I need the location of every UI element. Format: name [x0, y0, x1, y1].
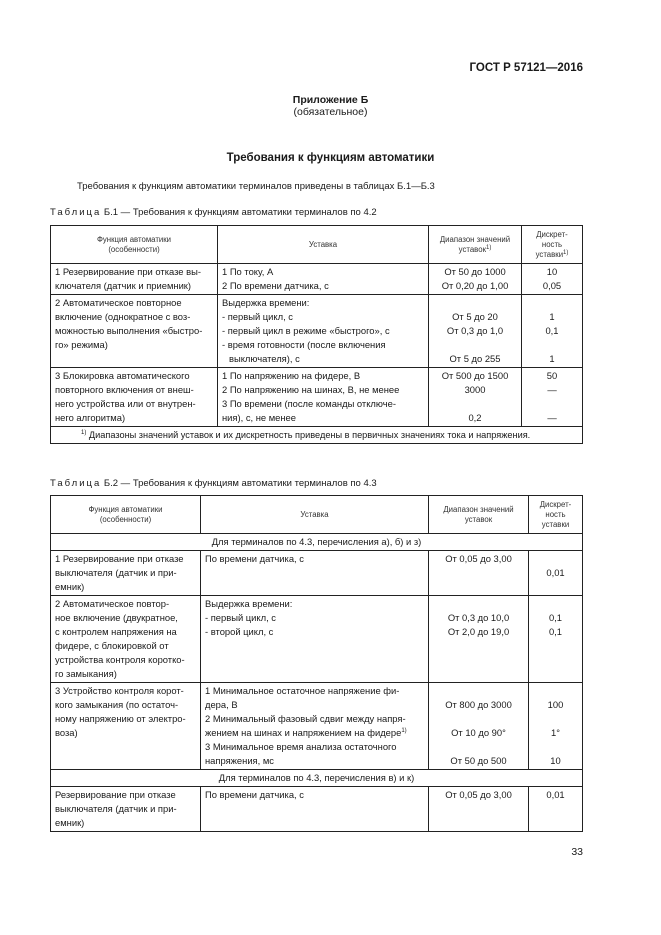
table1-r3-step: 50 — —	[522, 368, 583, 427]
table2-caption-text: Б.2 — Требования к функциям автоматики терминалов по 4.3	[103, 478, 377, 489]
table2-r2-step: 0,1 0,1	[529, 596, 583, 683]
table-row	[51, 787, 583, 832]
table1-header-row	[51, 226, 583, 264]
table1-caption-label: Таблица	[50, 207, 102, 218]
table2-r1-setting: По времени датчика, с	[201, 551, 429, 596]
table2-header-function: Функция автоматики (особенности)	[51, 496, 201, 534]
table2-r3-step: 100 1° 10	[529, 683, 583, 770]
table2-group-row	[51, 534, 583, 551]
table1-r2-setting: Выдержка времени: - первый цикл, с - первый цикл в режиме «быстрого», с - время готовности (после включения выключателя), с	[218, 295, 429, 368]
table-row	[51, 551, 583, 596]
table1-r1-step: 10 0,05	[522, 264, 583, 295]
table1-header-function: Функция автоматики (особенности)	[51, 226, 218, 264]
table2-r4-function: Резервирование при отказе выключателя (датчик и при- емник)	[51, 787, 201, 832]
table2-group-row	[51, 770, 583, 787]
table2-r1-step: 0,01	[529, 551, 583, 596]
table1-r2-step: 1 0,1 1	[522, 295, 583, 368]
table1-footnote-row	[51, 427, 583, 444]
table2-group2-label: Для терминалов по 4.3, перечисления в) и к)	[51, 770, 583, 787]
table2-r2-setting: Выдержка времени: - первый цикл, с - второй цикл, с	[201, 596, 429, 683]
table2-caption-label: Таблица	[50, 478, 102, 489]
table2-r4-range: От 0,05 до 3,00	[429, 787, 529, 832]
table2-r3-function: 3 Устройство контроля корот- кого замыкания (по остаточ- ному напряжению от электро- воза)	[51, 683, 201, 770]
table2-group1-label: Для терминалов по 4.3, перечисления а), б) и з)	[51, 534, 583, 551]
table1-r1-setting: 1 По току, А 2 По времени датчика, с	[218, 264, 429, 295]
table2-r4-setting: По времени датчика, с	[201, 787, 429, 832]
table2-r4-step: 0,01	[529, 787, 583, 832]
table1-r2-function: 2 Автоматическое повторное включение (однократное с воз- можностью выполнения «быстро- го» режима)	[51, 295, 218, 368]
section-title: Требования к функциям автоматики	[226, 152, 435, 164]
table2-caption	[50, 478, 377, 489]
table1-footnote: $^{1)}$ Диапазоны значений уставок и их дискретность приведены в первичных значениях тока и напряжения.	[51, 427, 583, 444]
table2-r3-setting: 1 Минимальное остаточное напряжение фи- дера, В 2 Минимальный фазовый сдвиг между напря- жением на шинах и напряжением на фидере$^{1)}$ 3 Минимальное время анализа остаточного напряжения, мс	[201, 683, 429, 770]
page-number: 33	[571, 846, 583, 858]
table2-r3-range: От 800 до 3000 От 10 до 90° От 50 до 500	[429, 683, 529, 770]
table2-header-discreteness: Дискрет- ность уставки	[529, 496, 583, 534]
table2-header-range: Диапазон значений уставок	[429, 496, 529, 534]
table-row	[51, 264, 583, 295]
table-row	[51, 683, 583, 770]
annex-title: Приложение Б	[292, 94, 369, 106]
table2-r1-function: 1 Резервирование при отказе выключателя (датчик и при- емник)	[51, 551, 201, 596]
table2	[50, 495, 583, 832]
table1-r1-range: От 50 до 1000 От 0,20 до 1,00	[429, 264, 522, 295]
table-row	[51, 596, 583, 683]
table-row	[51, 368, 583, 427]
table1-header-discreteness: Дискрет- ность уставки$^{1)}$	[522, 226, 583, 264]
table1-header-setting: Уставка	[218, 226, 429, 264]
table1-header-range: Диапазон значений уставок$^{1)}$	[429, 226, 522, 264]
table1-r3-range: От 500 до 1500 3000 0,2	[429, 368, 522, 427]
table2-header-setting: Уставка	[201, 496, 429, 534]
intro-paragraph: Требования к функциям автоматики терминалов приведены в таблицах Б.1—Б.3	[77, 181, 435, 192]
table2-header-row	[51, 496, 583, 534]
table1-r3-function: 3 Блокировка автоматического повторного включения от внеш- него устройства или от внутрен- него алгоритма)	[51, 368, 218, 427]
annex-subtitle: (обязательное)	[293, 106, 368, 118]
table2-r2-range: От 0,3 до 10,0 От 2,0 до 19,0	[429, 596, 529, 683]
document-standard-number: ГОСТ Р 57121—2016	[469, 62, 583, 74]
table1-caption-text: Б.1 — Требования к функциям автоматики терминалов по 4.2	[103, 207, 377, 218]
table1-caption	[50, 207, 377, 218]
table-row	[51, 295, 583, 368]
table1	[50, 225, 583, 444]
table2-r2-function: 2 Автоматическое повтор- ное включение (двукратное, с контролем напряжения на фидере, с блокировкой от устройства контроля коротко- го замыкания)	[51, 596, 201, 683]
table1-r3-setting: 1 По напряжению на фидере, В 2 По напряжению на шинах, В, не менее 3 По времени (после команды отключе- ния), с, не менее	[218, 368, 429, 427]
table1-r2-range: От 5 до 20 От 0,3 до 1,0 От 5 до 255	[429, 295, 522, 368]
table2-r1-range: От 0,05 до 3,00	[429, 551, 529, 596]
table1-r1-function: 1 Резервирование при отказе вы- ключателя (датчик и приемник)	[51, 264, 218, 295]
